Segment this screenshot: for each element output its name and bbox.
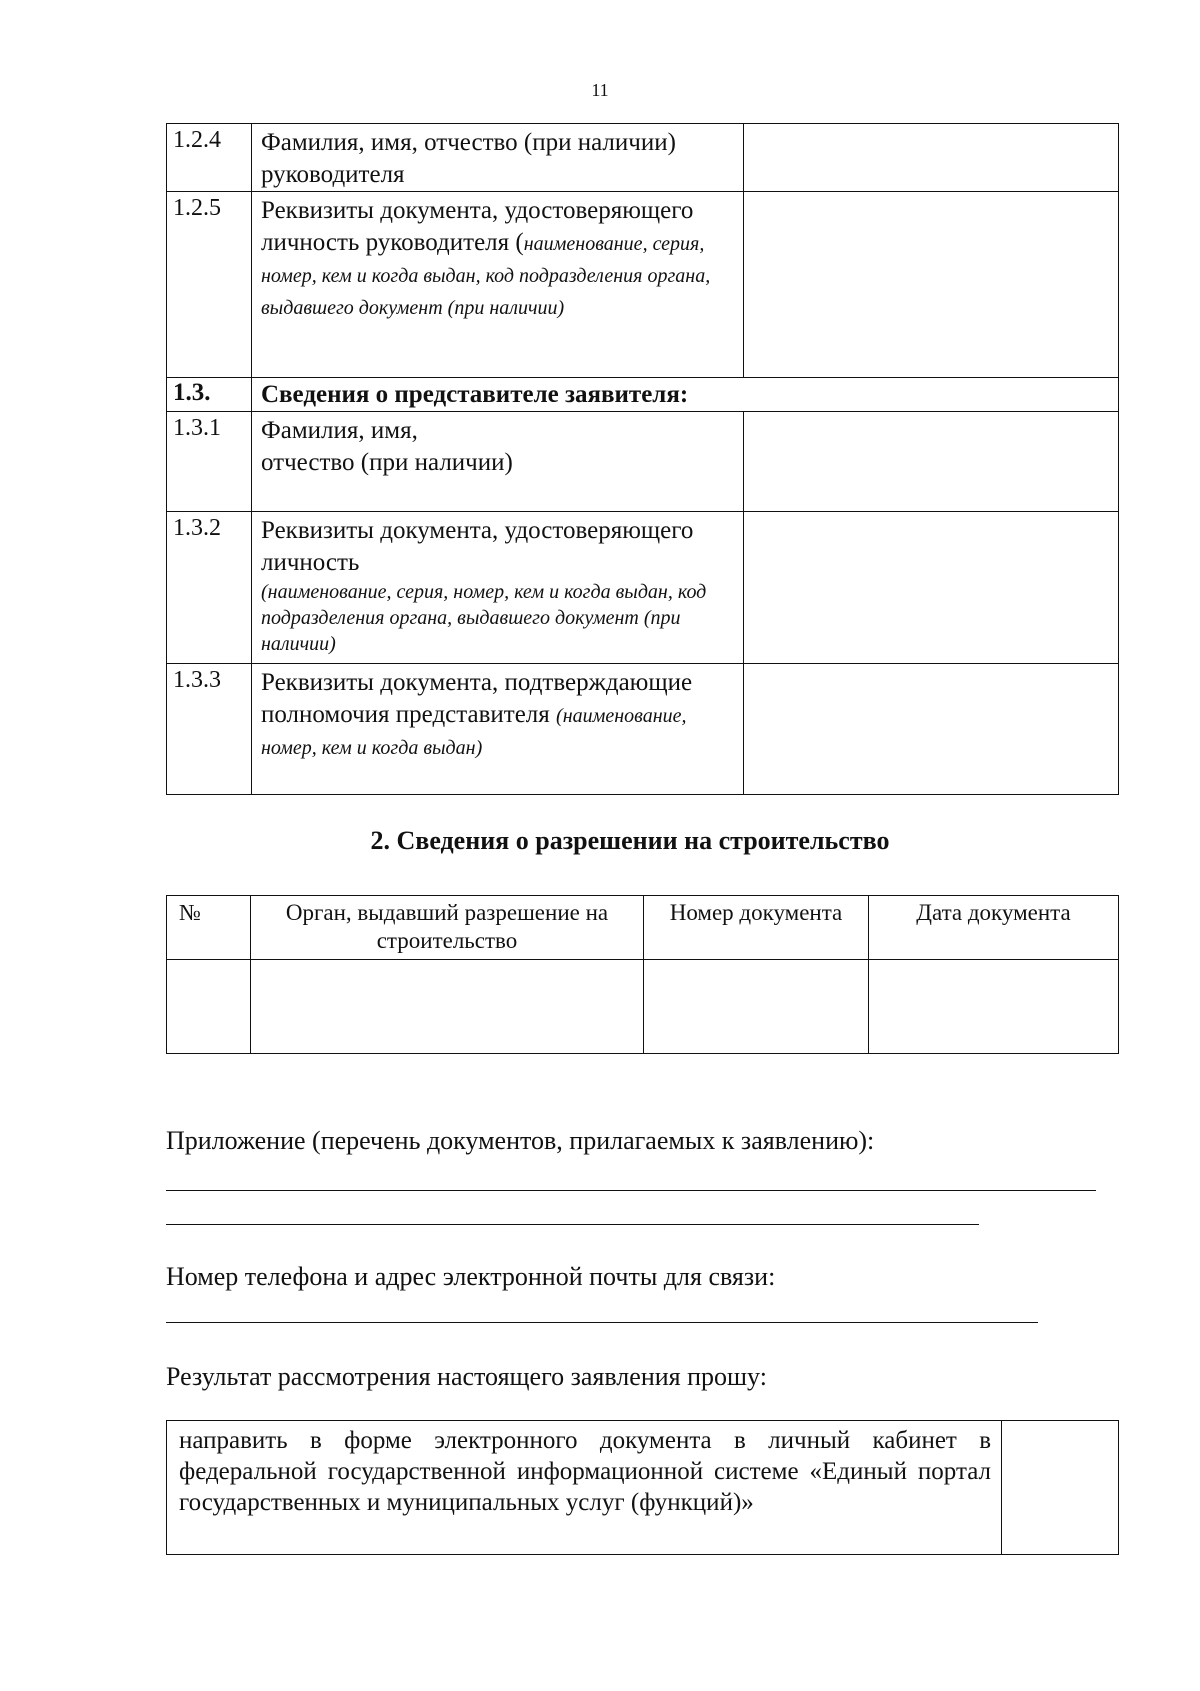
row-number: 1.3.2 [167, 512, 252, 664]
column-header: Орган, выдавший разрешение на строительство [251, 896, 644, 960]
row-note: (наименование, номер, кем и когда выдан) [261, 705, 687, 759]
value-cell[interactable] [744, 412, 1119, 512]
column-header: № [167, 896, 251, 960]
table-row [167, 664, 1119, 795]
page-number: 11 [591, 80, 609, 100]
row-label-text: Реквизиты документа, удостоверяющего личность руководителя ( [261, 197, 694, 256]
row-label [252, 512, 744, 664]
result-label: Результат рассмотрения настоящего заявления прошу: [166, 1362, 767, 1391]
row-label-line: Фамилия, имя, [261, 417, 418, 444]
result-option-checkbox[interactable] [1002, 1421, 1119, 1555]
value-cell[interactable] [869, 960, 1119, 1054]
row-label-text: Реквизиты документа, удостоверяющего личность [261, 517, 694, 576]
attachments-label: Приложение (перечень документов, прилагаемых к заявлению): [166, 1126, 875, 1155]
value-cell[interactable] [744, 512, 1119, 664]
section-number: 1.3. [167, 378, 252, 412]
row-note: (наименование, серия, номер, кем и когда выдан, код подразделения органа, выдавшего документ (при наличии) [261, 581, 707, 655]
value-cell[interactable] [744, 192, 1119, 378]
table-row [167, 124, 1119, 192]
row-label: Фамилия, имя, отчество (при наличии) руководителя [252, 124, 744, 192]
section-heading: Сведения о представителе заявителя: [252, 378, 1119, 412]
value-cell[interactable] [644, 960, 869, 1054]
row-label [252, 192, 744, 378]
result-option-text: направить в форме электронного документа в личный кабинет в федеральной государственной информационной системе «Единый портал государственных и муниципальных услуг (функций)» [167, 1421, 1002, 1555]
table-row [167, 1421, 1119, 1555]
row-number: 1.3.3 [167, 664, 252, 795]
attachments-line[interactable] [166, 1190, 1096, 1191]
row-label [252, 412, 744, 512]
value-cell[interactable] [251, 960, 644, 1054]
table-row [167, 960, 1119, 1054]
contact-line[interactable] [166, 1322, 1038, 1323]
value-cell[interactable] [744, 124, 1119, 192]
value-cell[interactable] [744, 664, 1119, 795]
table-row [167, 512, 1119, 664]
row-number: 1.2.5 [167, 192, 252, 378]
table-row [167, 192, 1119, 378]
table-row [167, 412, 1119, 512]
row-label-line: отчество (при наличии) [261, 449, 513, 476]
row-number: 1.3.1 [167, 412, 252, 512]
row-label-text: Реквизиты документа, подтверждающие полномочия представителя [261, 669, 693, 728]
permit-table [166, 895, 1119, 1054]
result-options-table [166, 1420, 1119, 1555]
row-label [252, 664, 744, 795]
row-number: 1.2.4 [167, 124, 252, 192]
section-title: 2. Сведения о разрешении на строительство [370, 826, 890, 855]
column-header: Дата документа [869, 896, 1119, 960]
table-header-row [167, 896, 1119, 960]
attachments-line[interactable] [166, 1224, 979, 1225]
table-row [167, 378, 1119, 412]
row-note: наименование, серия, номер, кем и когда выдан, код подразделения органа, выдавшего документ (при наличии) [261, 233, 711, 319]
contact-label: Номер телефона и адрес электронной почты для связи: [166, 1262, 776, 1291]
value-cell[interactable] [167, 960, 251, 1054]
applicant-details-table [166, 123, 1119, 795]
column-header: Номер документа [644, 896, 869, 960]
